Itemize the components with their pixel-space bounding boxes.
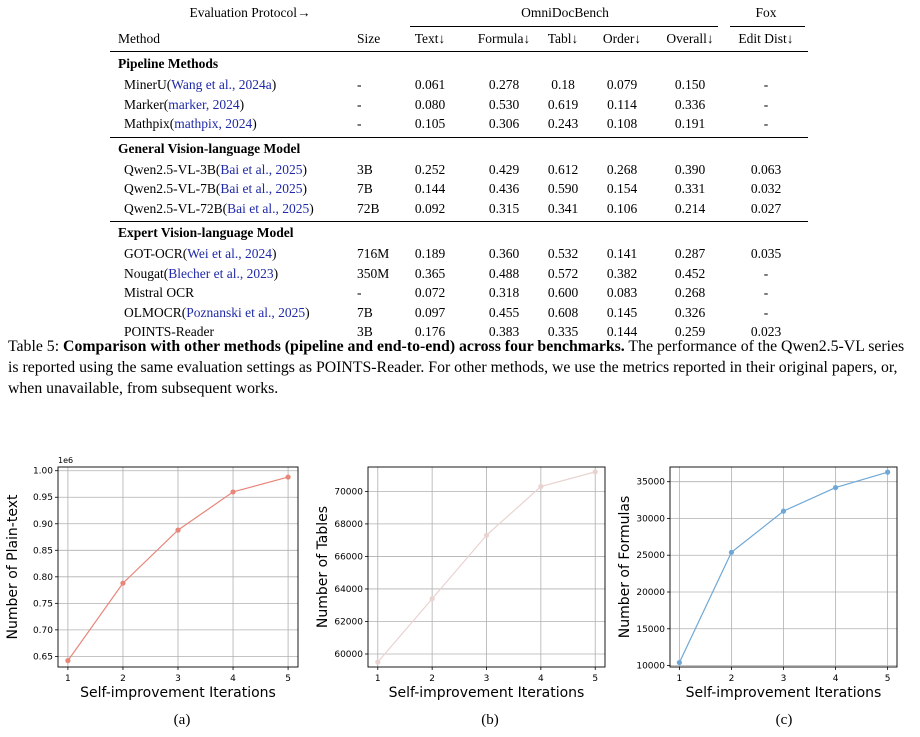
- metric-value: 0.341: [547, 200, 579, 216]
- metric-value: 0.141: [606, 246, 638, 261]
- metric-value: 0.318: [488, 285, 520, 300]
- metric-value: 0.383: [488, 324, 520, 339]
- y-tick-label: 0.90: [32, 519, 53, 530]
- metric-value: 0.590: [547, 181, 579, 196]
- caption-text: The performance of the Qwen2.5-VL series is reported using the same evaluation settings as POINTS-Reader. For other methods, we use the metrics reported in their original papers, or, when unavailable, from subsequent works.: [8, 338, 905, 397]
- metric-value: 0.608: [547, 304, 579, 320]
- citation-link[interactable]: Blecher et al., 2023: [168, 265, 274, 281]
- y-tick-label: 0.95: [32, 493, 53, 504]
- x-tick-label: 3: [483, 674, 490, 684]
- header-6: Order↓: [602, 31, 642, 46]
- axis-offset-label: 1e6: [58, 456, 74, 465]
- subfigure-label-b: (b): [481, 712, 499, 728]
- data-point: [285, 474, 290, 479]
- y-tick-label: 62000: [334, 617, 363, 628]
- metric-value: 0.063: [750, 161, 782, 177]
- metric-value: 0.072: [414, 285, 446, 300]
- x-tick-label: 1: [374, 674, 381, 684]
- y-tick-label: 70000: [334, 487, 363, 498]
- method-name: Mistral OCR: [124, 285, 195, 300]
- method-name: GOT-OCR(Wei et al., 2024): [124, 246, 277, 261]
- model-size: -: [357, 285, 362, 300]
- data-point: [230, 489, 235, 494]
- metric-value: 0.315: [488, 200, 520, 216]
- x-tick-label: 2: [120, 674, 126, 684]
- y-tick-label: 0.65: [32, 652, 53, 663]
- method-name: Qwen2.5-VL-7B(Bai et al., 2025): [124, 181, 307, 196]
- method-name: Mathpix(mathpix, 2024): [124, 116, 257, 131]
- metric-value: -: [763, 77, 769, 92]
- metric-value: 0.108: [606, 116, 638, 131]
- citation-link[interactable]: Bai et al., 2025: [227, 200, 310, 216]
- metric-value: 0.268: [606, 161, 638, 177]
- y-tick-label: 0.85: [32, 546, 53, 557]
- metric-value: 0.390: [674, 161, 706, 177]
- metric-value: 0.144: [606, 324, 638, 339]
- data-point: [677, 660, 682, 665]
- metric-value: 0.278: [488, 77, 520, 92]
- citation-link[interactable]: Poznanski et al., 2025: [186, 304, 306, 320]
- y-tick-label: 10000: [636, 661, 665, 672]
- data-point: [484, 533, 489, 538]
- x-tick-label: 4: [230, 674, 236, 684]
- method-name: OLMOCR(Poznanski et al., 2025): [124, 304, 310, 320]
- model-size: -: [357, 116, 362, 131]
- metric-value: 0.032: [750, 181, 782, 196]
- citation-link[interactable]: Bai et al., 2025: [220, 181, 303, 196]
- metric-value: 0.600: [547, 285, 579, 300]
- metric-value: 0.176: [414, 324, 446, 339]
- method-name: POINTS-Reader: [124, 324, 214, 339]
- metric-value: 0.619: [547, 96, 579, 112]
- model-size: 3B: [357, 324, 373, 339]
- metric-value: 0.080: [414, 96, 446, 112]
- metric-value: 0.259: [674, 324, 706, 339]
- model-size: 3B: [357, 161, 373, 177]
- header-rule: [110, 51, 808, 52]
- metric-value: 0.114: [607, 96, 637, 112]
- metric-value: -: [763, 304, 769, 320]
- metric-value: 0.365: [414, 265, 446, 281]
- metric-value: 0.336: [674, 96, 706, 112]
- chart-b: [310, 452, 615, 710]
- metric-value: 0.061: [414, 77, 446, 92]
- x-tick-label: 2: [429, 674, 436, 684]
- y-tick-label: 0.80: [32, 572, 53, 583]
- metric-value: 0.436: [488, 181, 520, 196]
- model-size: -: [357, 96, 362, 112]
- citation-link[interactable]: Bai et al., 2025: [220, 161, 303, 177]
- header-5: Tabl↓: [547, 31, 579, 46]
- model-size: 716M: [357, 246, 390, 261]
- data-point: [120, 581, 125, 586]
- data-point: [593, 469, 598, 474]
- metric-value: 0.331: [674, 181, 706, 196]
- method-name: MinerU(Wang et al., 2024a): [124, 77, 277, 92]
- caption-bold: Comparison with other methods (pipeline and end-to-end) across four benchmarks.: [63, 338, 625, 355]
- x-axis-label: Self-improvement Iterations: [685, 685, 882, 701]
- metric-value: 0.287: [674, 246, 706, 261]
- x-tick-label: 5: [285, 674, 291, 684]
- y-axis-label: Number of Formulas: [617, 495, 633, 639]
- section-rule: [110, 137, 808, 138]
- protocol-label: Evaluation Protocol→: [189, 5, 311, 20]
- metric-value: 0.532: [547, 246, 579, 261]
- metric-value: 0.612: [547, 161, 579, 177]
- y-tick-label: 25000: [636, 551, 665, 562]
- metric-value: 0.530: [488, 96, 520, 112]
- metric-value: 0.023: [750, 324, 782, 339]
- y-tick-label: 1.00: [32, 466, 53, 477]
- metric-value: 0.154: [606, 181, 638, 196]
- x-axis-label: Self-improvement Iterations: [80, 685, 276, 701]
- group-fox: Fox: [755, 5, 777, 20]
- data-point: [375, 660, 380, 665]
- x-tick-label: 3: [175, 674, 181, 684]
- data-point: [65, 658, 70, 663]
- data-point: [430, 596, 435, 601]
- y-tick-label: 0.75: [32, 599, 53, 610]
- metric-value: 0.079: [606, 77, 638, 92]
- metric-value: 0.243: [547, 116, 579, 131]
- x-tick-label: 4: [537, 674, 544, 684]
- header-3: Text↓: [414, 31, 446, 46]
- data-point: [885, 470, 890, 475]
- y-tick-label: 0.70: [32, 625, 53, 636]
- data-point: [729, 550, 734, 555]
- model-size: 72B: [357, 200, 380, 216]
- metric-value: 0.145: [606, 304, 638, 320]
- x-tick-label: 1: [676, 674, 683, 684]
- x-axis-label: Self-improvement Iterations: [388, 685, 585, 701]
- metric-value: 0.252: [414, 161, 446, 177]
- metric-value: -: [763, 265, 769, 281]
- metric-value: 0.335: [547, 324, 579, 339]
- method-name: Nougat(Blecher et al., 2023): [124, 265, 279, 281]
- section-title: Pipeline Methods: [118, 56, 219, 71]
- metric-value: 0.097: [414, 304, 446, 320]
- subfigure-label-c: (c): [775, 712, 793, 728]
- y-tick-label: 15000: [636, 624, 665, 635]
- header-2: Size: [357, 31, 381, 46]
- section-title: Expert Vision-language Model: [118, 225, 294, 240]
- metric-value: 0.150: [674, 77, 706, 92]
- chart-c: [612, 452, 917, 710]
- header-7: Overall↓: [666, 31, 714, 46]
- y-axis-label: Number of Plain-text: [5, 494, 21, 640]
- metric-value: 0.191: [674, 116, 706, 131]
- metric-value: -: [763, 116, 769, 131]
- citation-link[interactable]: marker, 2024: [168, 96, 240, 112]
- y-tick-label: 64000: [334, 584, 363, 595]
- caption-label: Table 5:: [8, 338, 64, 355]
- method-name: Qwen2.5-VL-72B(Bai et al., 2025): [124, 200, 314, 216]
- metric-value: -: [763, 96, 769, 112]
- metric-value: 0.105: [414, 116, 446, 131]
- chart-a: [0, 452, 305, 710]
- section-title: General Vision-language Model: [118, 140, 301, 156]
- model-size: 7B: [357, 304, 373, 320]
- section-rule: [110, 221, 808, 222]
- data-point: [538, 484, 543, 489]
- method-name: Marker(marker, 2024): [124, 96, 245, 112]
- metric-value: 0.083: [606, 285, 638, 300]
- y-axis-label: Number of Tables: [315, 505, 331, 629]
- data-point: [781, 509, 786, 514]
- model-size: -: [357, 77, 362, 92]
- metric-value: 0.035: [750, 246, 782, 261]
- metric-value: 0.455: [488, 304, 520, 320]
- citation-link[interactable]: Wei et al., 2024: [187, 246, 273, 261]
- method-name: Qwen2.5-VL-3B(Bai et al., 2025): [124, 161, 307, 177]
- x-tick-label: 3: [780, 674, 787, 684]
- x-tick-label: 5: [884, 674, 891, 684]
- metric-value: 0.18: [551, 77, 575, 92]
- metric-value: 0.429: [488, 161, 520, 177]
- y-tick-label: 20000: [636, 588, 665, 598]
- metric-value: 0.382: [606, 265, 638, 281]
- y-tick-label: 66000: [334, 552, 363, 563]
- metric-value: 0.360: [488, 246, 520, 261]
- x-tick-label: 4: [832, 674, 839, 684]
- group-omnidocbench: OmniDocBench: [521, 5, 609, 20]
- data-point: [833, 485, 838, 490]
- metric-value: 0.092: [414, 200, 446, 216]
- header-8: Edit Dist↓: [738, 31, 794, 46]
- x-tick-label: 1: [65, 674, 71, 684]
- y-tick-label: 68000: [334, 519, 363, 530]
- model-size: 7B: [357, 181, 373, 196]
- metric-value: 0.106: [606, 200, 638, 216]
- metric-value: 0.326: [674, 304, 706, 320]
- model-size: 350M: [357, 265, 390, 281]
- y-tick-label: 60000: [334, 649, 363, 660]
- header-4: Formula↓: [477, 31, 531, 46]
- metric-value: 0.572: [547, 265, 579, 281]
- group-rule-fox: [730, 26, 805, 27]
- metric-value: 0.144: [414, 181, 446, 196]
- subfigure-label-a: (a): [173, 712, 191, 728]
- metric-value: 0.214: [674, 200, 706, 216]
- header-1: Method: [118, 31, 160, 46]
- metric-value: 0.027: [750, 200, 782, 216]
- data-point: [175, 528, 180, 533]
- metric-value: 0.268: [674, 285, 706, 300]
- metric-value: 0.488: [488, 265, 520, 281]
- group-rule-omni: [410, 26, 718, 27]
- y-tick-label: 35000: [636, 477, 665, 488]
- y-tick-label: 30000: [636, 514, 665, 525]
- x-tick-label: 2: [728, 674, 735, 684]
- x-tick-label: 5: [592, 674, 599, 684]
- metric-value: -: [763, 285, 769, 300]
- citation-link[interactable]: mathpix, 2024: [174, 116, 253, 131]
- citation-link[interactable]: Wang et al., 2024a: [171, 77, 272, 92]
- metric-value: 0.452: [674, 265, 706, 281]
- metric-value: 0.189: [414, 246, 446, 261]
- metric-value: 0.306: [488, 116, 520, 131]
- table-caption: [8, 336, 914, 399]
